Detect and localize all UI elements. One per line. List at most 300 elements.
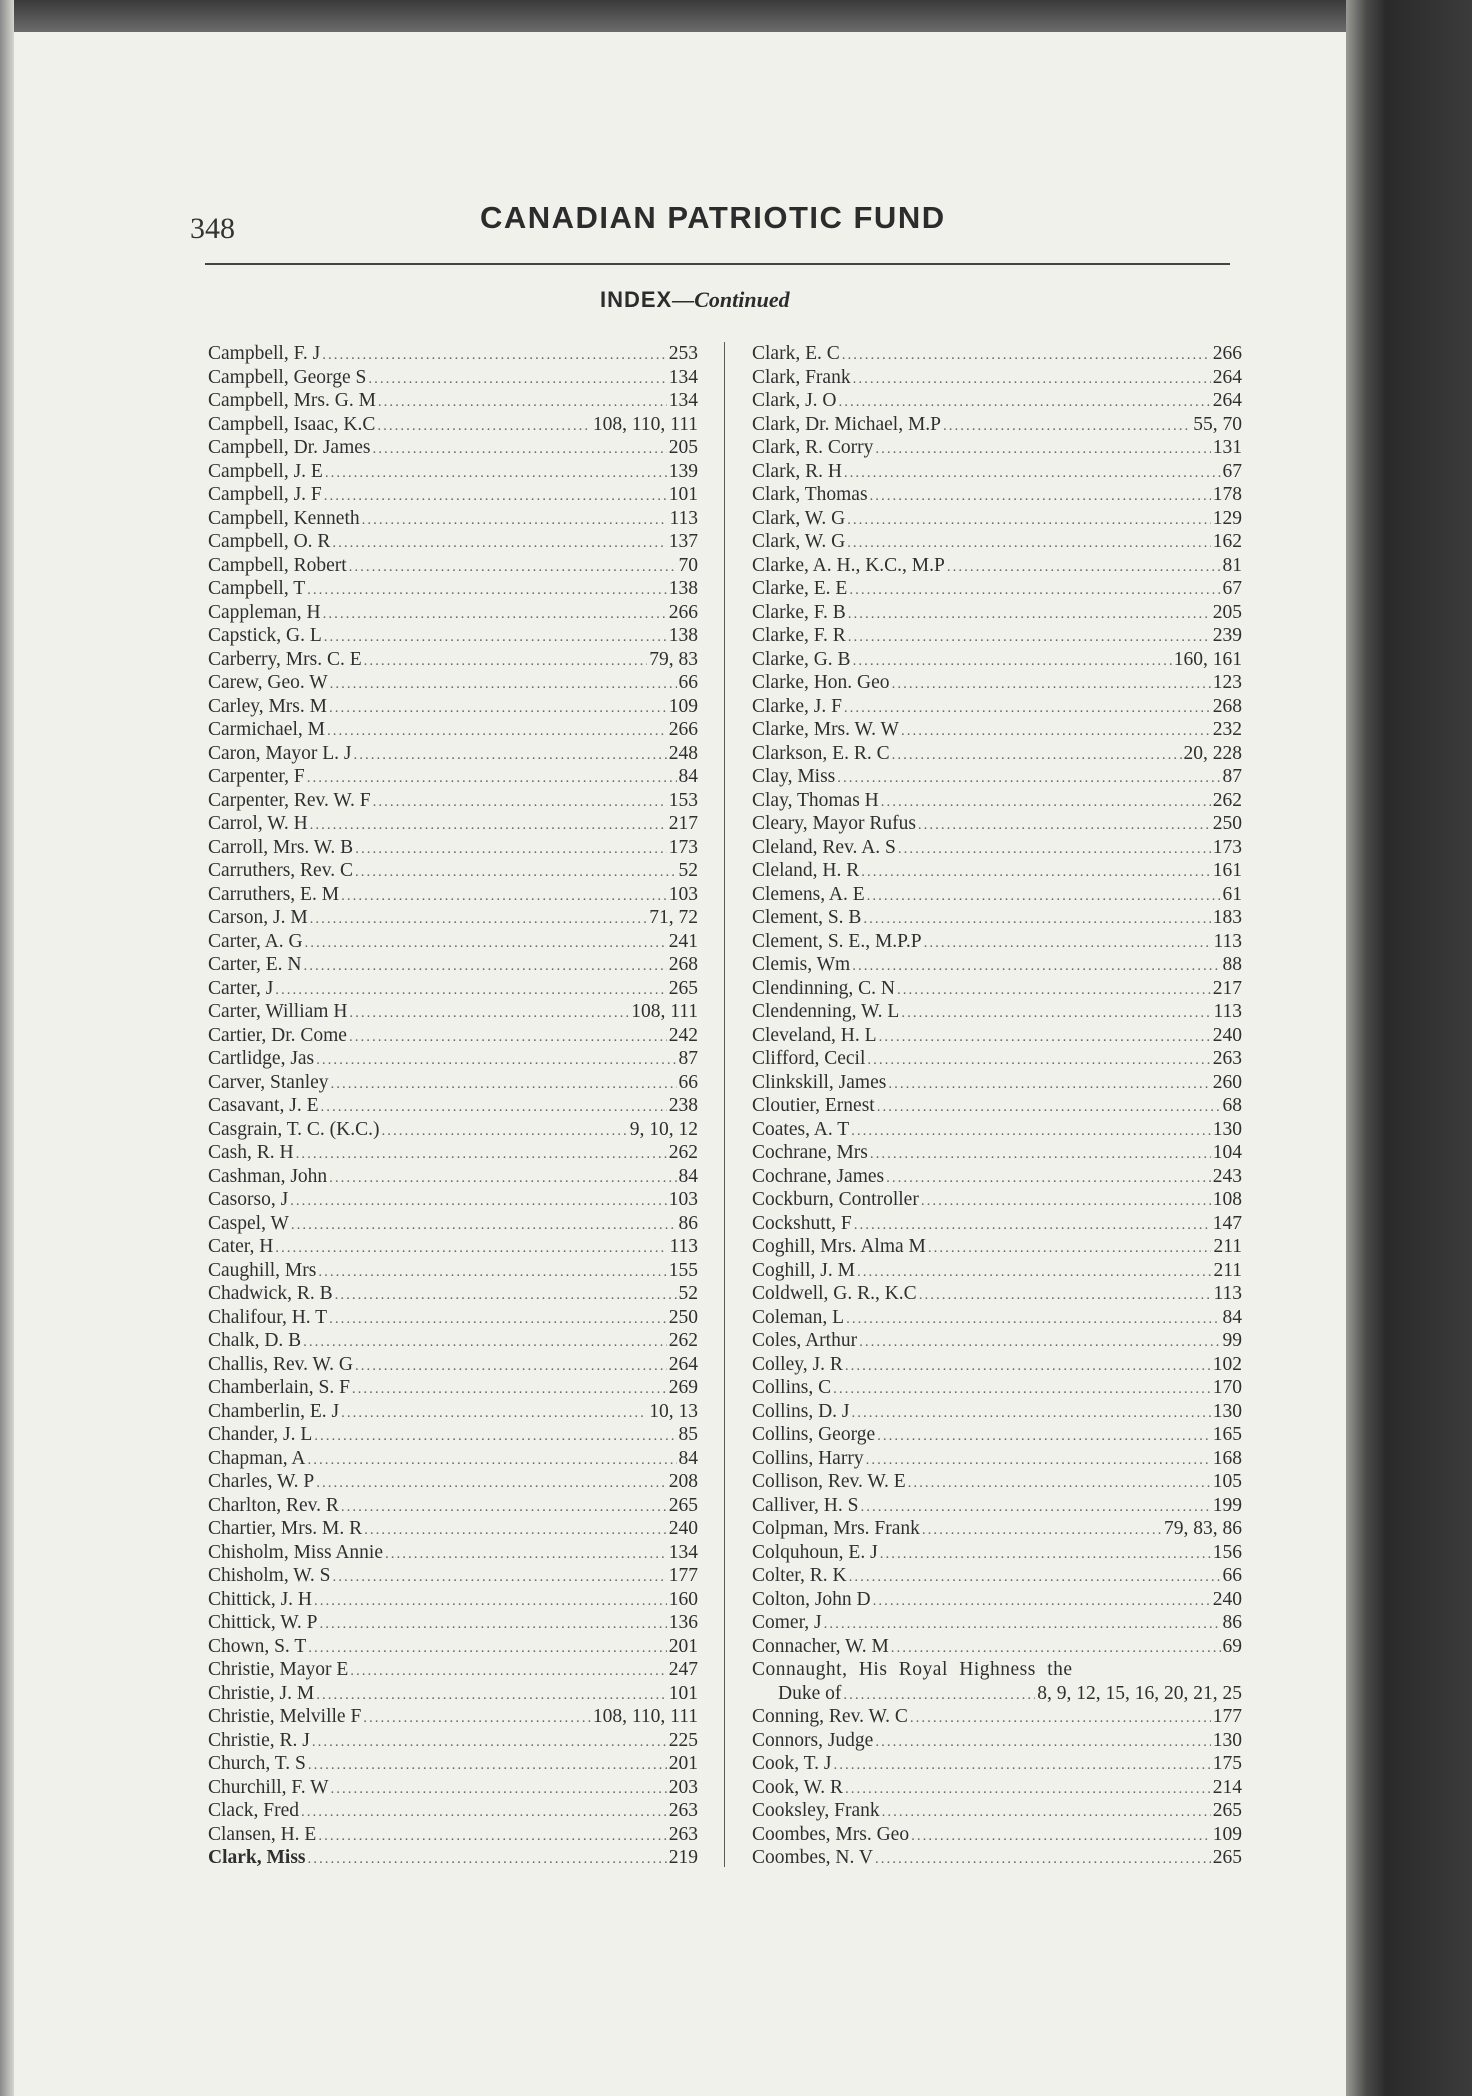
dot-leader [349,1002,629,1024]
entry-name: Clark, W. G [752,531,846,552]
dot-leader [911,1825,1211,1847]
entry-pages: 240 [1212,1024,1242,1046]
index-entry [208,671,698,695]
entry-pages: 265 [1212,1800,1242,1821]
dot-leader [331,1778,667,1800]
index-entry [752,1306,1242,1330]
entry-name: Collins, C [752,1377,832,1398]
entry-pages: 79, 83 [649,648,698,670]
entry-name: Clark, J. O [752,390,837,411]
index-entry [208,1306,698,1330]
entry-name: Clarkson, E. R. C [752,742,890,764]
dot-leader [305,932,667,954]
entry-name: Duke of [778,1682,842,1704]
entry-pages: 250 [1212,813,1242,834]
entry-name: Carberry, Mrs. C. E [208,648,362,670]
index-entry [208,1259,698,1283]
entry-name: Cartier, Dr. Come [208,1024,347,1046]
dot-leader [867,1049,1210,1071]
entry-name: Carter, William H [208,1001,348,1022]
scan-border-left [0,0,14,2096]
entry-pages: 84 [678,1447,698,1469]
dot-leader [918,814,1211,836]
index-entry [752,695,1242,719]
entry-name: Campbell, J. F [208,484,322,505]
index-entry [752,366,1242,390]
index-entry [208,930,698,954]
entry-pages: 162 [1212,531,1242,552]
entry-pages: 160 [668,1588,698,1610]
entry-pages: 84 [1222,1306,1242,1328]
dot-leader [316,1049,676,1071]
index-entry [208,1846,698,1870]
dot-leader [341,1496,667,1518]
entry-name: Chadwick, R. B [208,1283,333,1304]
entry-pages: 239 [1212,625,1242,646]
entry-name: Carroll, Mrs. W. B [208,836,354,858]
entry-name: Colter, R. K [752,1565,847,1586]
entry-pages: 113 [669,1236,698,1257]
dot-leader [355,1355,667,1377]
entry-name: Clark, Miss [208,1847,306,1868]
dot-leader [308,1449,677,1471]
entry-name: Carpenter, F [208,766,305,787]
entry-pages: 134 [668,366,698,388]
dot-leader [839,391,1211,413]
entry-pages: 201 [668,1635,698,1657]
entry-name: Clark, R. H [752,460,842,482]
entry-name: Connaught, His Royal Highness the [752,1659,1073,1680]
dot-leader [329,1167,676,1189]
index-entry [208,695,698,719]
entry-pages: 173 [668,836,698,858]
dot-leader [355,861,677,883]
index-entry [752,1329,1242,1353]
index-entry [208,789,698,813]
dot-leader [891,1637,1221,1659]
entry-name: Colquhoun, E. J [752,1541,878,1563]
index-entry [752,1447,1242,1471]
entry-pages: 262 [668,1142,698,1163]
index-entry [752,953,1242,977]
entry-name: Clarke, A. H., K.C., M.P [752,554,945,576]
entry-pages: 109 [668,695,698,717]
entry-pages: 136 [668,1612,698,1633]
entry-pages: 269 [668,1377,698,1398]
entry-name: Carew, Geo. W [208,672,328,693]
entry-name: Capstick, G. L [208,625,322,646]
entry-pages: 265 [668,977,698,999]
entry-name: Clark, E. C [752,343,840,364]
entry-pages: 217 [1212,977,1242,999]
index-entry [752,1047,1242,1071]
entry-name: Chamberlin, E. J [208,1400,340,1422]
index-continued: —Continued [672,287,790,312]
dot-leader [844,697,1211,719]
dot-leader [291,1214,677,1236]
index-entry [752,554,1242,578]
index-entry [208,530,698,554]
entry-name: Christie, Mayor E [208,1659,349,1680]
entry-name: Coghill, J. M [752,1259,855,1281]
entry-name: Cleveland, H. L [752,1024,877,1046]
dot-leader [385,1543,667,1565]
dot-leader [924,932,1212,954]
entry-pages: 173 [1212,836,1242,858]
entry-name: Clay, Miss [752,766,836,787]
dot-leader [849,1566,1221,1588]
dot-leader [880,1543,1211,1565]
index-entry [752,413,1242,437]
entry-name: Clarke, Hon. Geo [752,672,890,693]
index-entry [752,718,1242,742]
entry-pages: 253 [668,343,698,364]
entry-pages: 87 [1222,766,1242,787]
dot-leader [873,1590,1211,1612]
entry-name: Casgrain, T. C. (K.C.) [208,1118,380,1140]
entry-pages: 205 [1212,601,1242,623]
index-entry [208,1705,698,1729]
entry-name: Coleman, L [752,1306,845,1328]
dot-leader [327,720,667,742]
index-entry [752,1118,1242,1142]
dot-leader [372,438,666,460]
entry-pages: 68 [1222,1095,1242,1116]
index-heading [600,287,790,313]
dot-leader [853,650,1172,672]
entry-name: Cockshutt, F [752,1212,852,1234]
entry-name: Chalifour, H. T [208,1306,328,1328]
entry-name: Clarke, E. E [752,578,848,599]
index-entry [208,1000,698,1024]
dot-leader [849,579,1220,601]
dot-leader [349,1026,667,1048]
index-entry [208,977,698,1001]
entry-name: Chalk, D. B [208,1330,302,1351]
dot-leader [847,509,1211,531]
dot-leader [312,1731,667,1753]
index-entry [752,1141,1242,1165]
entry-name: Christie, R. J [208,1729,310,1751]
entry-name: Christie, J. M [208,1682,315,1704]
dot-leader [854,1214,1211,1236]
entry-pages: 130 [1212,1118,1242,1140]
dot-leader [310,814,667,836]
entry-name: Coombes, N. V [752,1847,873,1868]
entry-pages: 66 [678,1071,698,1093]
entry-pages: 201 [668,1753,698,1774]
index-entry [208,342,698,366]
index-entry [208,1235,698,1259]
entry-name: Campbell, George S [208,366,367,388]
index-entry [208,1376,698,1400]
entry-pages: 8, 9, 12, 15, 16, 20, 21, 25 [1037,1682,1242,1704]
entry-name: Clement, S. E., M.P.P [752,930,922,952]
entry-name: Carver, Stanley [208,1071,329,1093]
index-entry [752,1282,1242,1306]
dot-leader [842,344,1211,366]
entry-name: Clark, R. Corry [752,437,874,458]
index-entry [208,812,698,836]
index-entry [208,624,698,648]
entry-pages: 232 [1212,719,1242,740]
entry-pages: 108, 110, 111 [592,413,698,435]
entry-pages: 66 [678,672,698,693]
index-entry [752,1823,1242,1847]
dot-leader [362,509,668,531]
index-entry [752,460,1242,484]
dot-leader [324,485,667,507]
entry-pages: 130 [1212,1729,1242,1751]
entry-pages: 139 [668,460,698,482]
index-entry [208,1423,698,1447]
index-entry [208,554,698,578]
index-entry [208,1447,698,1471]
entry-pages: 205 [668,437,698,458]
index-entry [752,1846,1242,1870]
index-entry [208,836,698,860]
index-entry [752,1376,1242,1400]
dot-leader [861,861,1211,883]
index-entry [752,883,1242,907]
dot-leader [892,673,1211,695]
entry-name: Cappleman, H [208,601,321,623]
index-entry [208,765,698,789]
entry-pages: 101 [668,484,698,505]
entry-pages: 52 [678,860,698,881]
index-entry [208,507,698,531]
index-entry [752,1024,1242,1048]
dot-leader [859,1331,1220,1353]
dot-leader [875,438,1210,460]
entry-name: Clinkskill, James [752,1071,887,1093]
dot-leader [355,838,667,860]
entry-name: Carruthers, Rev. C [208,860,353,881]
entry-name: Carruthers, E. M [208,883,340,905]
entry-pages: 99 [1222,1330,1242,1351]
entry-name: Church, T. S [208,1753,306,1774]
dot-leader [318,1261,666,1283]
entry-name: Cleland, H. R [752,860,860,881]
entry-pages: 153 [668,789,698,811]
entry-name: Coombes, Mrs. Geo [752,1823,910,1845]
index-entry [208,1658,698,1682]
entry-name: Clay, Thomas H [752,789,879,811]
entry-pages: 86 [1222,1612,1242,1633]
entry-name: Cleland, Rev. A. S [752,836,896,858]
entry-pages: 88 [1222,954,1242,975]
index-entry [208,1212,698,1236]
dot-leader [875,1848,1211,1870]
index-entry [208,1588,698,1612]
index-entry [208,1071,698,1095]
index-entry [208,1282,698,1306]
index-entry [208,1494,698,1518]
dot-leader [848,626,1211,648]
entry-pages: 247 [668,1659,698,1680]
dot-leader [892,744,1182,766]
entry-name: Chown, S. T [208,1635,307,1657]
dot-leader [846,1308,1220,1330]
entry-pages: 268 [1212,695,1242,717]
dot-leader [324,626,667,648]
entry-pages: 87 [678,1048,698,1069]
entry-name: Cloutier, Ernest [752,1095,875,1116]
entry-pages: 242 [668,1024,698,1046]
entry-pages: 104 [1212,1142,1242,1163]
index-entry [208,1329,698,1353]
entry-name: Collins, George [752,1424,876,1445]
header-rule [205,263,1230,265]
dot-leader [943,415,1191,437]
entry-pages: 175 [1212,1753,1242,1774]
column-divider [724,342,725,1867]
dot-leader [848,603,1211,625]
entry-pages: 137 [668,531,698,552]
entry-pages: 240 [668,1518,698,1539]
entry-name: Cashman, John [208,1165,328,1187]
entry-name: Challis, Rev. W. G [208,1353,353,1375]
entry-pages: 138 [668,625,698,646]
dot-leader [901,720,1211,742]
entry-pages: 66 [1222,1565,1242,1586]
dot-leader [308,1637,667,1659]
entry-name: Charles, W. P [208,1471,315,1492]
dot-leader [852,1402,1211,1424]
dot-leader [870,1143,1211,1165]
dot-leader [921,1190,1211,1212]
dot-leader [329,697,667,719]
entry-name: Collison, Rev. W. E [752,1471,906,1492]
entry-pages: 214 [1212,1776,1242,1798]
index-entry [752,483,1242,507]
entry-pages: 211 [1213,1236,1242,1257]
dot-leader [866,1449,1211,1471]
entry-pages: 108 [1212,1189,1242,1210]
index-entry [752,1259,1242,1283]
entry-pages: 268 [668,954,698,975]
entry-pages: 225 [668,1729,698,1751]
index-entry [752,601,1242,625]
dot-leader [833,1378,1211,1400]
dot-leader [296,1143,667,1165]
entry-name: Coldwell, G. R., K.C [752,1283,917,1304]
dot-leader [833,1754,1210,1776]
entry-name: Carmichael, M [208,719,325,740]
entry-name: Chittick, W. P [208,1612,318,1633]
entry-name: Clack, Fred [208,1800,299,1821]
entry-pages: 138 [668,578,698,599]
entry-name: Chapman, A [208,1447,306,1469]
entry-pages: 9, 10, 12 [629,1118,698,1140]
index-entry [208,436,698,460]
entry-pages: 67 [1222,578,1242,599]
entry-pages: 84 [678,1165,698,1187]
dot-leader [843,1684,1035,1706]
entry-pages: 243 [1212,1165,1242,1187]
entry-name: Campbell, O. R [208,531,331,552]
entry-name: Clarke, G. B [752,648,851,670]
entry-name: Cater, H [208,1236,274,1257]
index-entry [752,1423,1242,1447]
entry-pages: 103 [668,883,698,905]
entry-pages: 240 [1212,1588,1242,1610]
dot-leader [870,485,1211,507]
dot-leader [329,1308,667,1330]
index-entry [208,1823,698,1847]
index-entry [752,812,1242,836]
entry-name: Cash, R. H [208,1142,294,1163]
dot-leader [860,1496,1210,1518]
entry-name: Clemis, Wm [752,954,851,975]
entry-pages: 265 [1212,1847,1242,1868]
dot-leader [382,1120,628,1142]
entry-pages: 105 [1212,1471,1242,1492]
index-entry [208,953,698,977]
entry-name: Cochrane, Mrs [752,1142,868,1163]
index-entry [208,1094,698,1118]
dot-leader [303,955,666,977]
entry-name: Campbell, Kenneth [208,507,360,529]
index-entry [208,1541,698,1565]
entry-pages: 103 [668,1189,698,1210]
entry-pages: 211 [1213,1259,1242,1281]
entry-pages: 262 [1212,789,1242,811]
entry-pages: 113 [1213,1001,1242,1022]
entry-pages: 129 [1212,507,1242,529]
entry-name: Chisholm, W. S [208,1565,331,1586]
entry-pages: 61 [1222,883,1242,905]
index-entry [208,1353,698,1377]
index-entry [752,1729,1242,1753]
dot-leader [308,1848,667,1870]
index-entry [208,460,698,484]
dot-leader [837,767,1220,789]
dot-leader [886,1167,1211,1189]
dot-leader [928,1237,1212,1259]
entry-name: Caspel, W [208,1212,289,1234]
dot-leader [307,767,677,789]
index-entry [752,1071,1242,1095]
index-entry [752,1212,1242,1236]
dot-leader [354,744,667,766]
entry-pages: 217 [668,813,698,834]
dot-leader [845,1355,1211,1377]
index-entry [752,342,1242,366]
entry-name: Chittick, J. H [208,1588,313,1610]
dot-leader [922,1519,1162,1541]
entry-pages: 161 [1212,860,1242,881]
entry-name: Cockburn, Controller [752,1189,919,1210]
entry-name: Casorso, J [208,1189,289,1210]
dot-leader [314,1425,676,1447]
index-entry [208,1188,698,1212]
index-entry [752,530,1242,554]
dot-leader [349,556,677,578]
index-entry [752,1752,1242,1776]
entry-pages: 168 [1212,1447,1242,1469]
entry-name: Clansen, H. E [208,1823,317,1845]
index-entry [752,1517,1242,1541]
index-entry [208,1682,698,1706]
dot-leader [881,791,1211,813]
index-entry [752,930,1242,954]
entry-pages: 165 [1212,1424,1242,1445]
entry-name: Clifford, Cecil [752,1048,866,1069]
dot-leader [877,1096,1221,1118]
dot-leader [844,462,1221,484]
index-entry [752,1494,1242,1518]
